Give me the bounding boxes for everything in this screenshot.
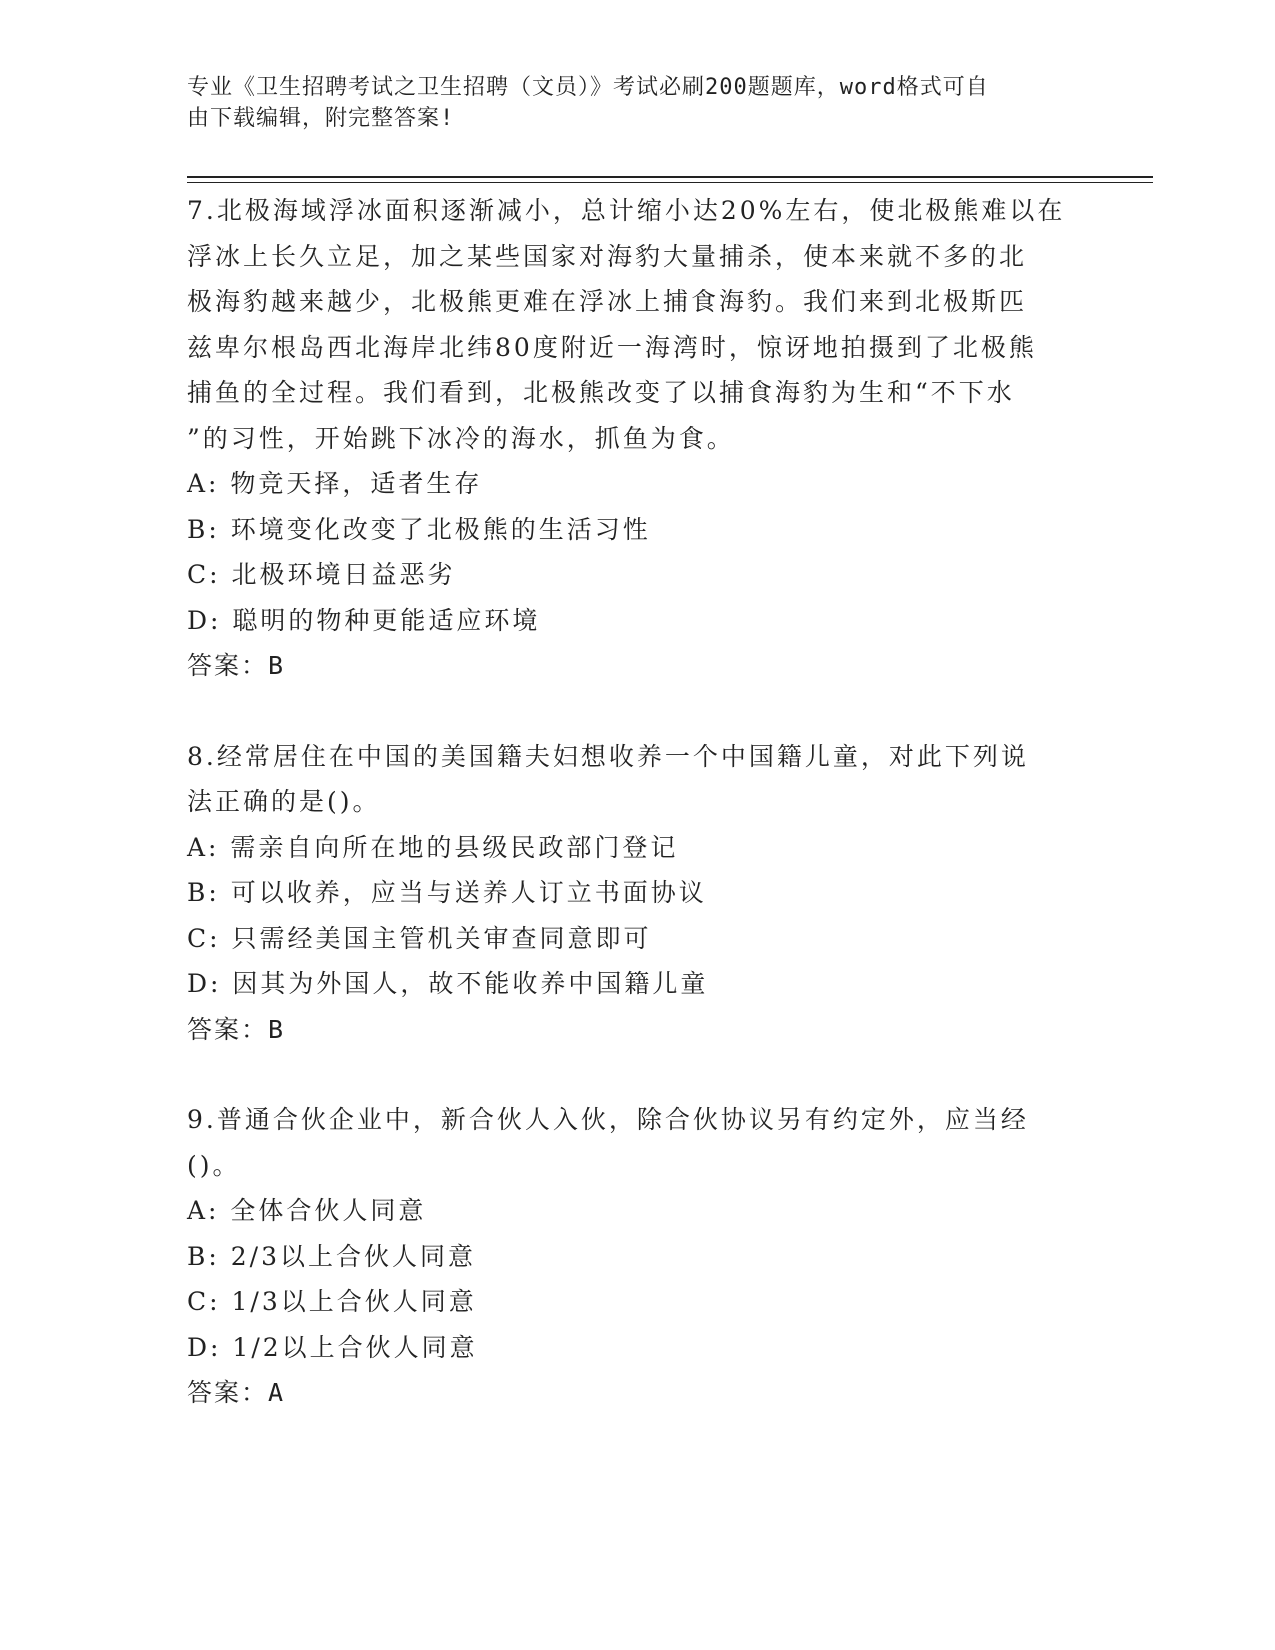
question-7-line-2: 浮冰上长久立足，加之某些国家对海豹大量捕杀，使本来就不多的北	[187, 241, 1028, 271]
question-spacer	[187, 1052, 1087, 1097]
question-8-option-b: B: 可以收养，应当与送养人订立书面协议	[187, 878, 707, 907]
question-7-line-6: ”的习性，开始跳下冰冷的海水，抓鱼为食。	[187, 423, 735, 453]
question-9-option-b: B: 2/3以上合伙人同意	[187, 1241, 476, 1271]
question-9	[187, 1097, 1087, 1416]
question-9-option-c: C: 1/3以上合伙人同意	[187, 1287, 477, 1316]
header-divider-thin	[187, 182, 1153, 183]
question-9-line-1: 9.普通合伙企业中，新合伙人入伙，除合伙协议另有约定外，应当经	[187, 1105, 1029, 1134]
question-7-option-c: C: 北极环境日益恶劣	[187, 560, 456, 589]
question-9-line-2: ()。	[187, 1150, 241, 1180]
document-header	[187, 72, 1067, 134]
question-8-option-a: A: 需亲自向所在地的县级民政部门登记	[187, 832, 679, 862]
question-7-option-b: B: 环境变化改变了北极熊的生活习性	[187, 514, 651, 544]
question-7-line-4: 兹卑尔根岛西北海岸北纬80度附近一海湾时，惊讶地拍摄到了北极熊	[187, 332, 1037, 362]
question-7-line-5: 捕鱼的全过程。我们看到，北极熊改变了以捕食海豹为生和“不下水	[187, 378, 1015, 407]
question-7	[187, 188, 1087, 689]
question-8-option-d: D: 因其为外国人，故不能收养中国籍儿童	[187, 969, 709, 998]
question-spacer	[187, 689, 1087, 734]
question-7-line-1: 7.北极海域浮冰面积逐渐减小，总计缩小达20%左右，使北极熊难以在	[187, 196, 1066, 225]
question-8-line-2: 法正确的是()。	[187, 787, 381, 816]
question-7-line-3: 极海豹越来越少，北极熊更难在浮冰上捕食海豹。我们来到北极斯匹	[187, 287, 1028, 316]
question-7-answer: 答案：B	[187, 651, 286, 680]
question-9-answer: 答案：A	[187, 1378, 286, 1407]
header-line-1: 专业《卫生招聘考试之卫生招聘（文员）》考试必刷200题题库，word格式可自	[187, 75, 989, 100]
header-line-2: 由下载编辑，附完整答案!	[187, 106, 455, 131]
question-9-option-a: A: 全体合伙人同意	[187, 1196, 427, 1225]
question-8-option-c: C: 只需经美国主管机关审查同意即可	[187, 923, 652, 953]
question-7-option-d: D: 聪明的物种更能适应环境	[187, 605, 541, 635]
question-8-line-1: 8.经常居住在中国的美国籍夫妇想收养一个中国籍儿童，对此下列说	[187, 741, 1029, 771]
question-7-option-a: A: 物竞天择，适者生存	[187, 469, 483, 498]
question-8-answer: 答案：B	[187, 1014, 286, 1044]
header-divider-thick	[187, 176, 1153, 178]
question-9-option-d: D: 1/2以上合伙人同意	[187, 1332, 478, 1362]
question-list	[187, 188, 1087, 1416]
question-8	[187, 734, 1087, 1053]
